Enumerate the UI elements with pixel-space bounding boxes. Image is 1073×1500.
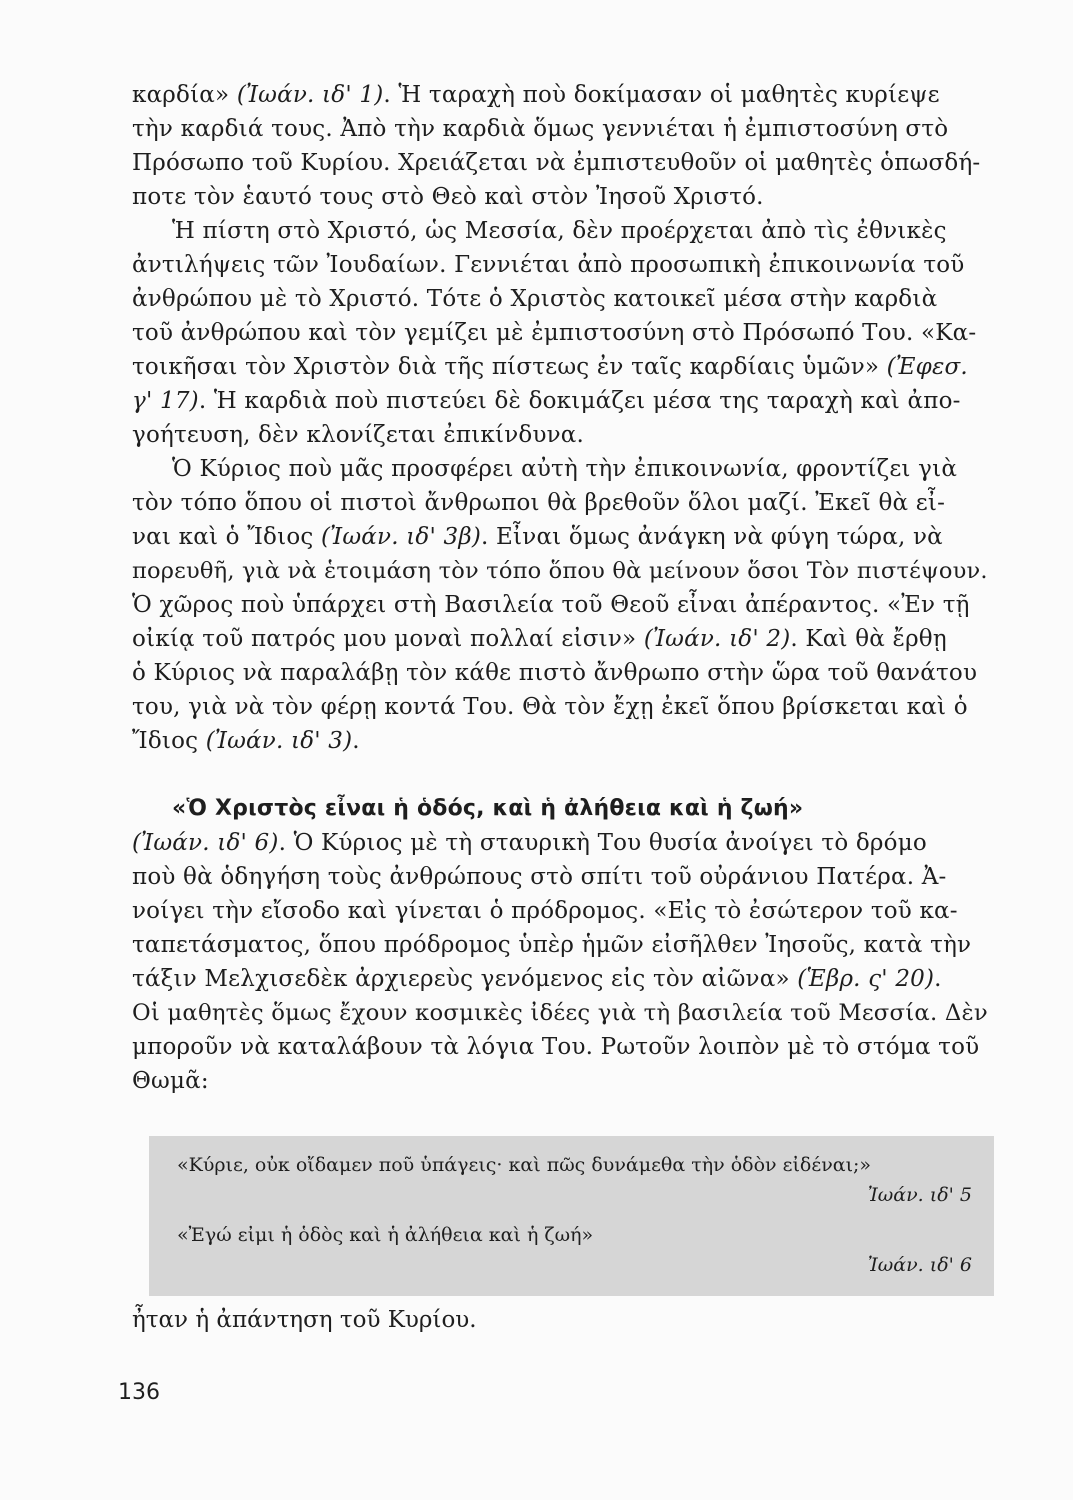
text-line: ποὺ θὰ ὁδηγήση τοὺς ἀνθρώπους στὸ σπίτι τοῦ οὐράνιου Πατέρα. Ἀ- bbox=[132, 864, 947, 890]
scripture-reference: (Ἰωάν. ιδ' 6) bbox=[132, 830, 279, 856]
quote-text: «Κύριε, οὐκ οἴδαμεν ποῦ ὑπάγεις· καὶ πῶς δυνάμεθα τὴν ὁδὸν εἰδέναι;» bbox=[177, 1154, 872, 1176]
text-line: του, γιὰ νὰ τὸν φέρῃ κοντά Του. Θὰ τὸν ἔχῃ ἐκεῖ ὅπου βρίσκεται καὶ ὁ bbox=[132, 694, 968, 720]
text-line: ποτε τὸν ἑαυτό τους στὸ Θεὸ καὶ στὸν Ἰησοῦ Χριστό. bbox=[132, 184, 764, 210]
section-heading: «Ὁ Χριστὸς εἶναι ἡ ὁδός, καὶ ἡ ἀλήθεια καὶ ἡ ζωή» bbox=[172, 796, 804, 821]
text-line: τὸν τόπο ὅπου οἱ πιστοὶ ἄνθρωποι θὰ βρεθοῦν ὅλοι μαζί. Ἐκεῖ θὰ εἶ- bbox=[132, 490, 946, 516]
paragraph-2 bbox=[132, 214, 994, 452]
text-line: Ἴδιος (Ἰωάν. ιδ' 3). bbox=[132, 728, 360, 754]
page-number: 136 bbox=[118, 1380, 160, 1405]
text-line: ὁ Κύριος νὰ παραλάβῃ τὸν κάθε πιστὸ ἄνθρωπο στὴν ὥρα τοῦ θανάτου bbox=[132, 660, 978, 686]
text-line: οἰκίᾳ τοῦ πατρός μου μοναὶ πολλαί εἰσιν» (Ἰωάν. ιδ' 2). Καὶ θὰ ἔρθῃ bbox=[132, 626, 947, 652]
scripture-reference: (Ἰωάν. ιδ' 1) bbox=[236, 82, 384, 108]
text-line: ἀνθρώπου μὲ τὸ Χριστό. Τότε ὁ Χριστὸς κατοικεῖ μέσα στὴν καρδιὰ bbox=[132, 286, 938, 312]
text-line: καρδία» (Ἰωάν. ιδ' 1). Ἡ ταραχὴ ποὺ δοκίμασαν οἱ μαθητὲς κυρίεψε bbox=[132, 82, 940, 108]
text-line: τάξιν Μελχισεδὲκ ἀρχιερεὺς γενόμενος εἰς τὸν αἰῶνα» (Ἑβρ. ς' 20). bbox=[132, 966, 942, 992]
text-line: νοίγει τὴν εἴσοδο καὶ γίνεται ὁ πρόδρομος. «Εἰς τὸ ἐσώτερον τοῦ κα- bbox=[132, 898, 958, 924]
text-line: Ὁ Κύριος ποὺ μᾶς προσφέρει αὐτὴ τὴν ἐπικοινωνία, φροντίζει γιὰ bbox=[172, 456, 958, 482]
quote-reference: Ἰωάν. ιδ' 6 bbox=[867, 1254, 972, 1276]
scripture-reference: (Ἰωάν. ιδ' 3β) bbox=[320, 524, 482, 550]
text-line: μποροῦν νὰ καταλάβουν τὰ λόγια Του. Ρωτοῦν λοιπὸν μὲ τὸ στόμα τοῦ bbox=[132, 1034, 980, 1060]
paragraph-1 bbox=[132, 78, 994, 214]
paragraph-3 bbox=[132, 452, 994, 758]
quote-reference: Ἰωάν. ιδ' 5 bbox=[867, 1184, 972, 1206]
text-line: (Ἰωάν. ιδ' 6). Ὁ Κύριος μὲ τὴ σταυρικὴ Του θυσία ἀνοίγει τὸ δρόμο bbox=[132, 830, 927, 856]
text-line: τοῦ ἀνθρώπου καὶ τὸν γεμίζει μὲ ἐμπιστοσύνη στὸ Πρόσωπό Του. «Κα- bbox=[132, 320, 977, 346]
text-line: πορευθῆ, γιὰ νὰ ἑτοιμάση τὸν τόπο ὅπου θὰ μείνουν ὅσοι Τὸν πιστέψουν. bbox=[132, 558, 988, 584]
text-line: ταπετάσματος, ὅπου πρόδρομος ὑπὲρ ἡμῶν εἰσῆλθεν Ἰησοῦς, κατὰ τὴν bbox=[132, 932, 972, 958]
scripture-reference: γ' 17) bbox=[132, 388, 199, 414]
text-line: τοικῆσαι τὸν Χριστὸν διὰ τῆς πίστεως ἐν ταῖς καρδίαις ὑμῶν» (Ἐφεσ. bbox=[132, 354, 968, 380]
text-line: ναι καὶ ὁ Ἴδιος (Ἰωάν. ιδ' 3β). Εἶναι ὅμως ἀνάγκη νὰ φύγη τώρα, νὰ bbox=[132, 524, 943, 550]
scripture-reference: (Ἑβρ. ς' 20) bbox=[797, 966, 935, 992]
text-line: ἀντιλήψεις τῶν Ἰουδαίων. Γεννιέται ἀπὸ προσωπικὴ ἐπικοινωνία τοῦ bbox=[132, 252, 965, 278]
text-line: γοήτευση, δὲν κλονίζεται ἐπικίνδυνα. bbox=[132, 422, 585, 448]
quote-text: «Ἐγώ εἰμι ἡ ὁδὸς καὶ ἡ ἀλήθεια καὶ ἡ ζωή» bbox=[177, 1224, 594, 1246]
scripture-reference: (Ἐφεσ. bbox=[886, 354, 968, 380]
text-line: τὴν καρδιά τους. Ἀπὸ τὴν καρδιὰ ὅμως γεννιέται ἡ ἐμπιστοσύνη στὸ bbox=[132, 116, 949, 142]
quote-box bbox=[149, 1136, 994, 1296]
scripture-reference: (Ἰωάν. ιδ' 3) bbox=[205, 728, 353, 754]
text-line: Οἱ μαθητὲς ὅμως ἔχουν κοσμικὲς ἰδέες γιὰ τὴ βασιλεία τοῦ Μεσσία. Δὲν bbox=[132, 1000, 988, 1026]
text-line: Πρόσωπο τοῦ Κυρίου. Χρειάζεται νὰ ἐμπιστευθοῦν οἱ μαθητὲς ὁπωσδή- bbox=[132, 150, 981, 176]
text-line: γ' 17). Ἡ καρδιὰ ποὺ πιστεύει δὲ δοκιμάζει μέσα της ταραχὴ καὶ ἀπο- bbox=[132, 388, 961, 414]
text-line: Θωμᾶ: bbox=[132, 1068, 209, 1094]
text-line: Ὁ χῶρος ποὺ ὑπάρχει στὴ Βασιλεία τοῦ Θεοῦ εἶναι ἀπέραντος. «Ἐν τῇ bbox=[132, 592, 970, 618]
text-line: Ἡ πίστη στὸ Χριστό, ὡς Μεσσία, δὲν προέρχεται ἀπὸ τὶς ἐθνικὲς bbox=[172, 218, 947, 244]
scripture-reference: (Ἰωάν. ιδ' 2) bbox=[643, 626, 791, 652]
paragraph-4 bbox=[132, 792, 994, 1098]
closing-line: ἦταν ἡ ἀπάντηση τοῦ Κυρίου. bbox=[132, 1307, 477, 1333]
